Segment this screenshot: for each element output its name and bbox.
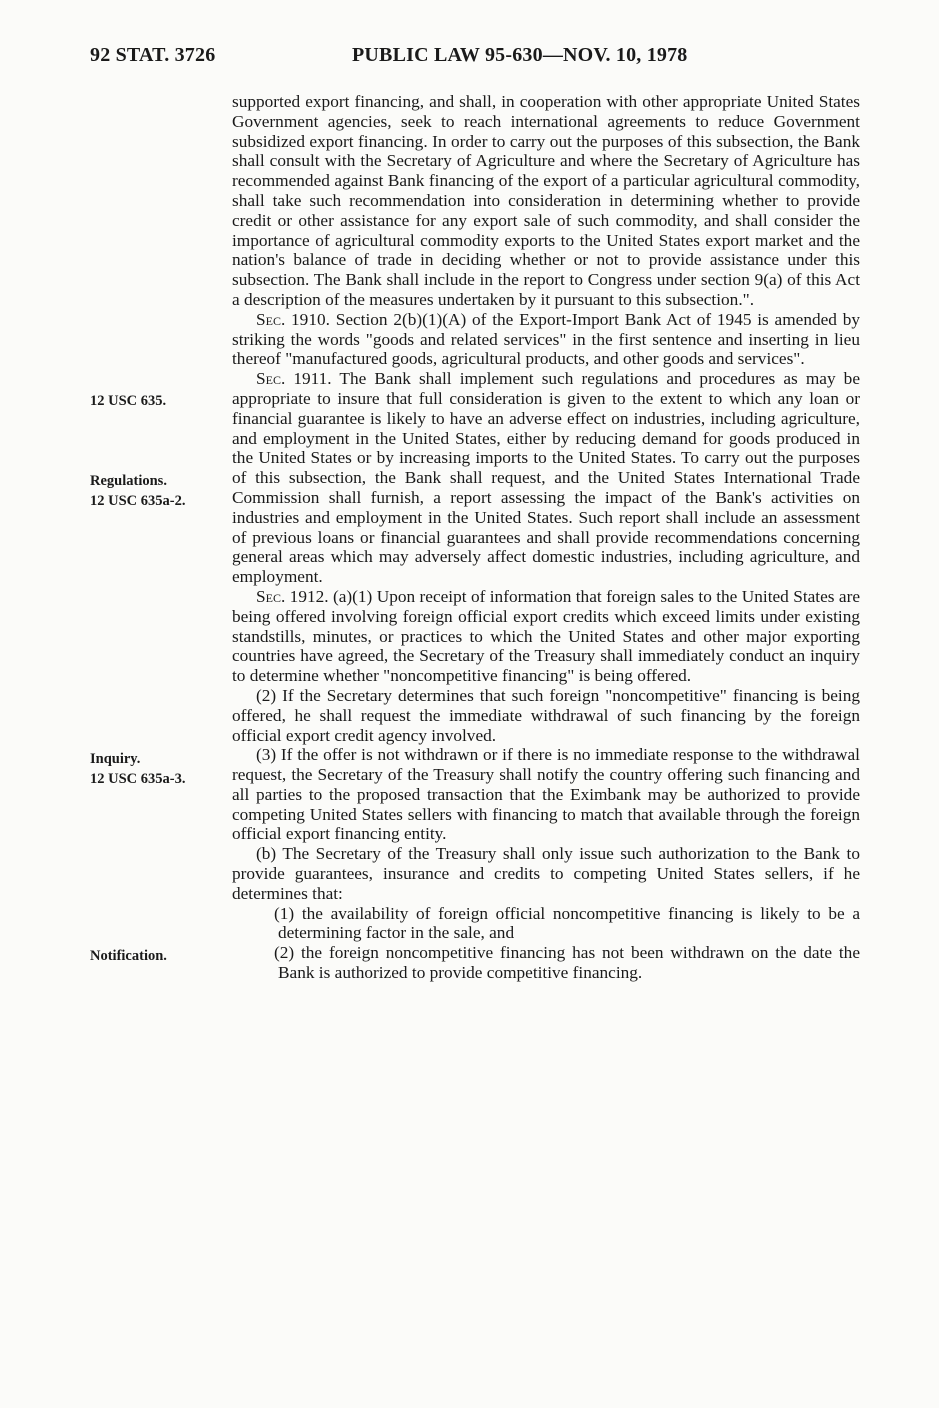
margin-note-12-usc-635a-3: 12 USC 635a-3. xyxy=(90,771,186,787)
section-label: Sec. 1912. xyxy=(256,586,329,606)
section-1911 xyxy=(232,369,860,587)
section-1912 xyxy=(232,587,860,686)
section-text: The Bank shall implement such regulations and procedures as may be appropriate to insure that full consideration is given to the extent to which any loan or financial guarantee is likely to have an adverse effect on industries, including agriculture, and employment in the United States, either by reducing demand for goods produced in the United States or by increasing imports to the United States. To carry out the purposes of this subsection, the Bank shall request, and the United States International Trade Commission shall furnish, a report assessing the impact of the Bank's activities on industries and employment in the United States. Such report shall include an assessment of previous loans or financial guarantees and shall provide recommendations concerning general areas which may adversely affect domestic industries, including agriculture, and employment. xyxy=(232,369,860,587)
paragraph-b: (b) The Secretary of the Treasury shall only issue such authorization to the Bank to provide guarantees, insurance and credits to competing United States sellers, if he determines that: xyxy=(232,844,860,903)
statute-page-number: 92 STAT. 3726 xyxy=(90,44,216,66)
section-text: Section 2(b)(1)(A) of the Export-Import Bank Act of 1945 is amended by striking the words "goods and related services" in the first sentence and inserting in lieu thereof "manufactured goods, agricultural products, and other goods and services". xyxy=(232,309,860,369)
paragraph-a3: (3) If the offer is not withdrawn or if there is no immediate response to the withdrawal request, the Secretary of the Treasury shall notify the country offering such financing and all parties to the proposed transaction that the Eximbank may be authorized to provide competing United States sellers with financing to match that available through the foreign official export financing entity. xyxy=(232,745,860,844)
section-1910 xyxy=(232,310,860,369)
section-label: Sec. 1910. xyxy=(256,309,330,329)
paragraph-a2: (2) If the Secretary determines that such foreign "noncompetitive" financing is being offered, he shall request the immediate withdrawal of such financing by the foreign official export credit agency involved. xyxy=(232,685,860,745)
statute-body xyxy=(232,92,860,983)
margin-note-12-usc-635a-2: 12 USC 635a-2. xyxy=(90,493,186,509)
margin-note-12-usc-635: 12 USC 635. xyxy=(90,393,167,409)
paragraph-b1: (1) the availability of foreign official noncompetitive financing is likely to be a determining factor in the sale, and xyxy=(274,903,860,943)
margin-note-inquiry: Inquiry. xyxy=(90,751,141,767)
section-text: (a)(1) Upon receipt of information that foreign sales to the United States are being offered involving foreign official export credits which exceed limits under existing standstills, minutes, or practices to which the United States and other major exporting countries have agreed, the Secretary of the Treasury shall immediately conduct an inquiry to determine whether "noncompetitive financing" is being offered. xyxy=(232,586,860,686)
paragraph-b2: (2) the foreign noncompetitive financing has not been withdrawn on the date the Bank is authorized to provide competitive financing. xyxy=(274,943,860,983)
page-header xyxy=(90,44,730,74)
section-label: Sec. 1911. xyxy=(256,369,332,389)
margin-note-regulations: Regulations. xyxy=(90,473,167,489)
running-head: PUBLIC LAW 95-630—NOV. 10, 1978 xyxy=(352,44,688,66)
paragraph-continuation: supported export financing, and shall, in cooperation with other appropriate United States Government agencies, seek to reach international agreements to reduce Government subsidized export financing. In order to carry out the purposes of this subsection, the Bank shall consult with the Secretary of Agriculture and where the Secretary of Agriculture has recommended against Bank financing of the export of a particular agricultural commodity, shall take such recommendation into consideration in determining whether to provide credit or other assistance for any export sale of such commodity, and shall consider the importance of agricultural commodity exports to the United States export market and the nation's balance of trade in deciding whether or not to provide assistance under this subsection. The Bank shall include in the report to Congress under section 9(a) of this Act a description of the measures undertaken by it pursuant to this subsection.". xyxy=(232,92,860,309)
margin-note-notification: Notification. xyxy=(90,948,167,964)
